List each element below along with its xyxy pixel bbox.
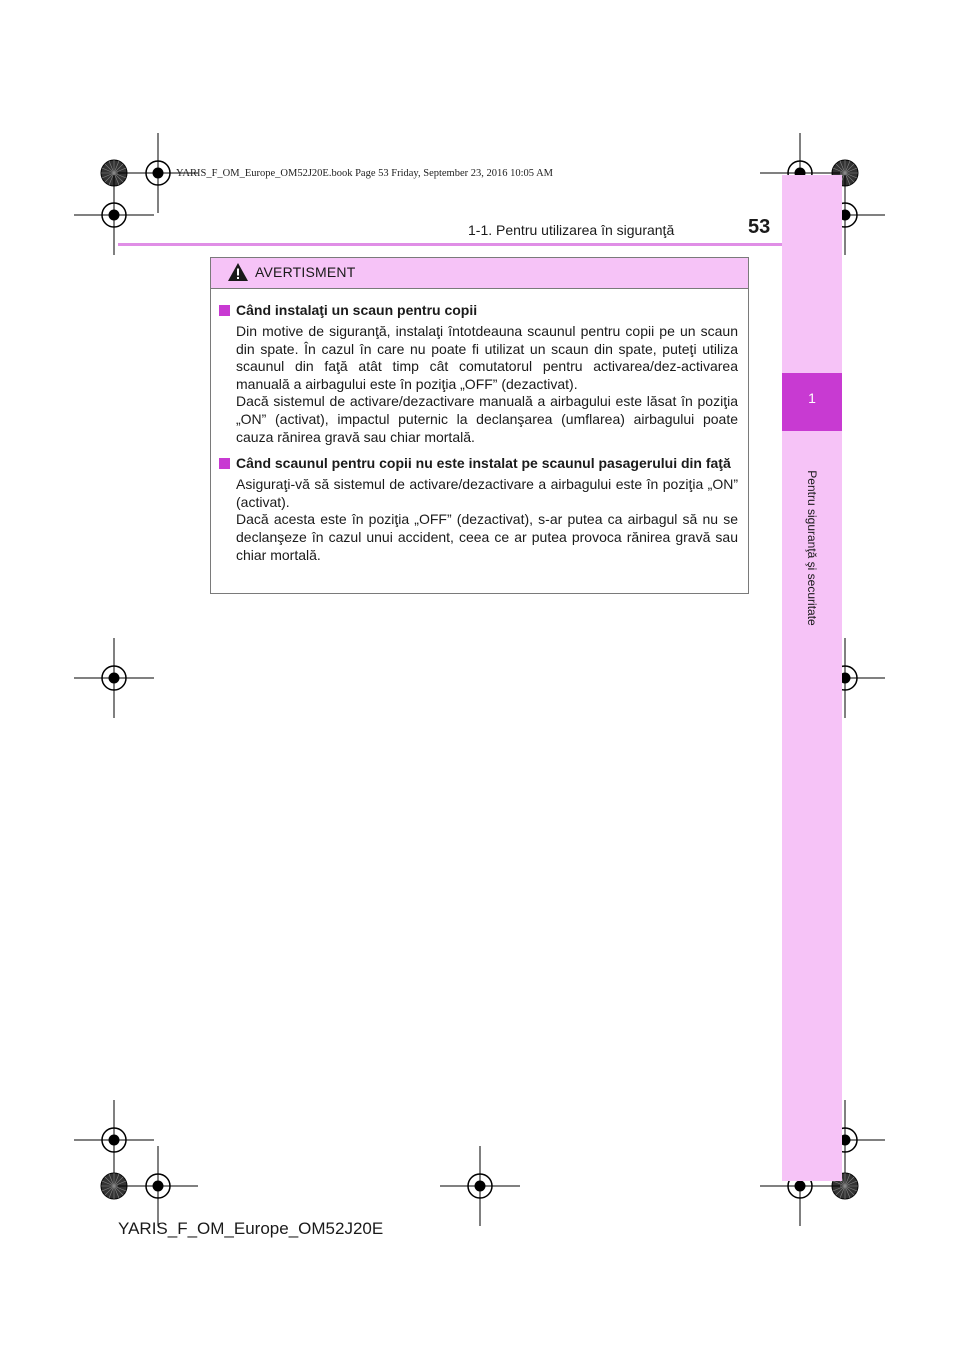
paragraph: Dacă acesta este în poziţia „OFF” (dezactivat), s-ar putea ca airbagul să nu se declanşeze în cazul unui accident, ceea ce ar putea provoca rănirea gravă sau chiar mortală. [236,511,738,563]
warning-item-title: Când scaunul pentru copii nu este instalat pe scaunul pasagerului din faţă [219,454,740,473]
paragraph: Dacă sistemul de activare/dezactivare manuală a airbagului este lăsat în poziţia „ON” (activat), impactul puternic la declanşarea (umflarea) airbagului poate cauza rănirea gravă sau chiar mortală. [236,393,738,445]
warning-item-title: Când instalaţi un scaun pentru copii [219,301,740,320]
chapter-number: 1 [808,390,816,406]
print-header: YARIS_F_OM_Europe_OM52J20E.book Page 53 Friday, September 23, 2016 10:05 AM [176,168,554,179]
warning-label: AVERTISMENT [255,264,356,280]
warning-body [211,289,748,564]
warning-item [219,301,740,446]
chapter-title: Pentru siguranţă şi securitate [805,470,819,626]
footer-text: YARIS_F_OM_Europe_OM52J20E [118,1219,384,1238]
warning-item-text [219,476,740,564]
square-bullet-icon [219,305,230,316]
header-rule [118,243,782,246]
paragraph: Din motive de siguranţă, instalaţi întotdeauna scaunul pentru copii pe un scaun din spate. În cazul în care nu poate fi utilizat un scaun din spate, puteţi utiliza scaunul din faţă atât timp cât comutatorul pentru activarea/dez-activarea manuală a airbagului este în poziţia „OFF” (dezactivat). [236,323,738,392]
section-title: 1-1. Pentru utilizarea în siguranţă [468,222,675,238]
paragraph: Asiguraţi-vă să sistemul de activare/dezactivare a airbagului este în poziţia „ON” (activat). [236,476,738,510]
warning-item-text [219,323,740,446]
warning-box [210,257,749,594]
warning-item [219,454,740,564]
warning-triangle-icon [227,262,249,282]
page-number: 53 [748,216,771,238]
square-bullet-icon [219,458,230,469]
warning-header [211,258,748,289]
chapter-side-tab [782,175,842,1181]
